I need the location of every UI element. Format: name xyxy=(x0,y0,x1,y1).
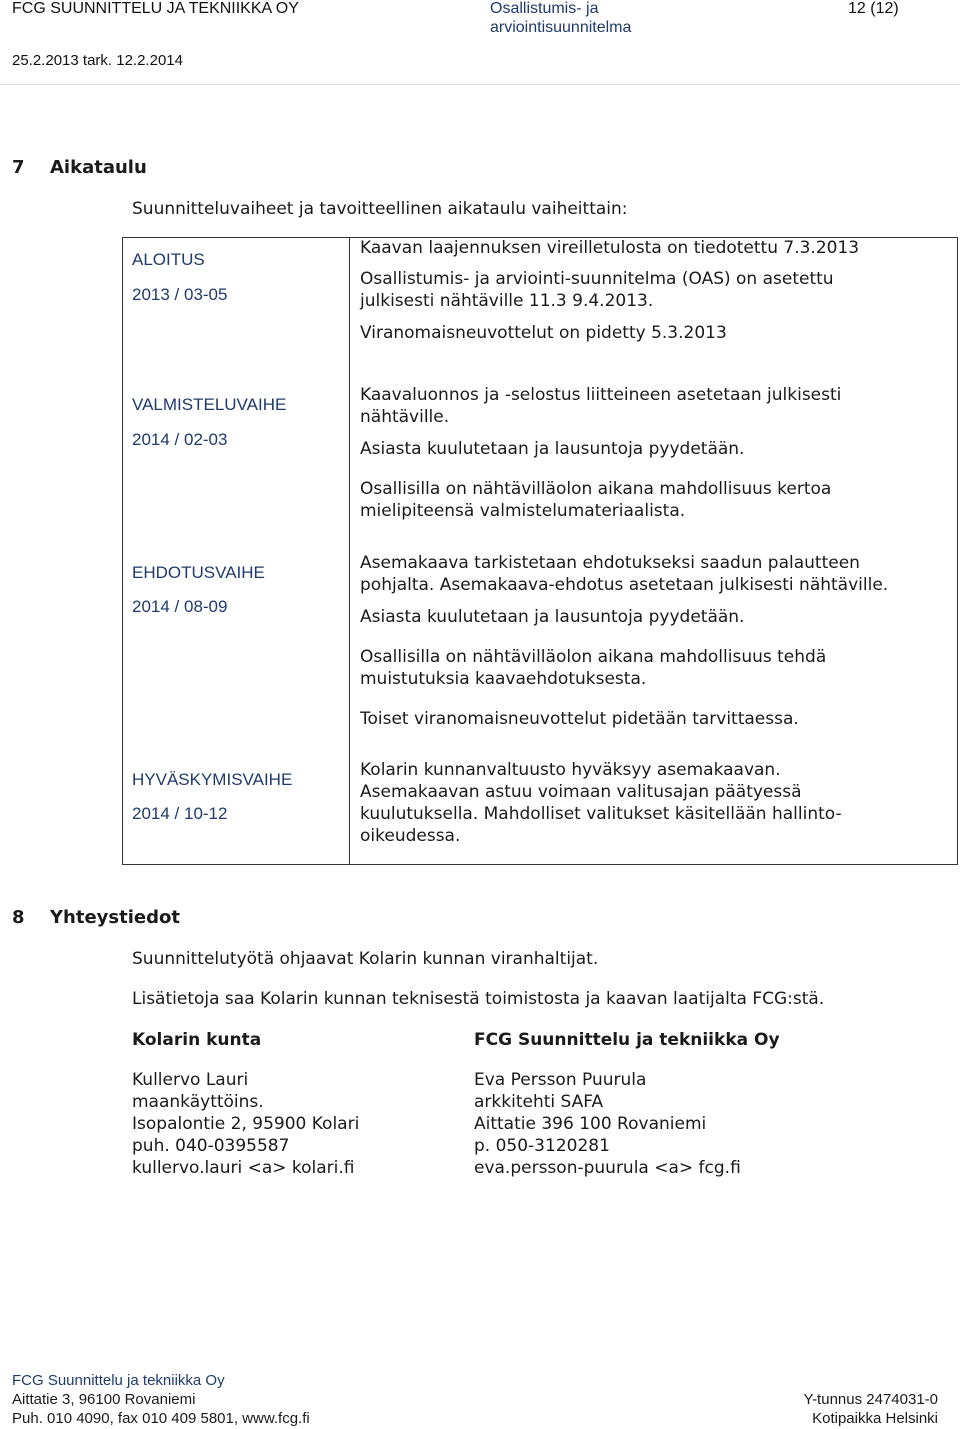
contact-line: arkkitehti SAFA xyxy=(474,1092,604,1112)
desc-line: Osallistumis- ja arviointi-suunnitelma (OAS) on asetettu xyxy=(360,269,834,289)
contact-fcg xyxy=(474,1029,780,1179)
phase-hyvaksymis-name: HYVÄSKYMISVAIHE xyxy=(132,770,293,789)
phase-ehdotus-description xyxy=(360,552,950,730)
contact-line: p. 050-3120281 xyxy=(474,1136,610,1156)
desc-line: nähtäville. xyxy=(360,407,450,427)
desc-line: Viranomaisneuvottelut on pidetty 5.3.2013 xyxy=(360,323,727,343)
desc-line: Osallisilla on nähtävilläolon aikana mahdollisuus kertoa xyxy=(360,479,832,499)
section7-title: Aikataulu xyxy=(50,157,147,178)
desc-line: Asemakaavan astuu voimaan valitusajan päätyessä xyxy=(360,782,802,802)
contact-line: Eva Persson Puurula xyxy=(474,1070,647,1090)
desc-line: muistutuksia kaavaehdotuksesta. xyxy=(360,669,647,689)
desc-line: pohjalta. Asemakaava-ehdotus asetetaan julkisesti nähtäville. xyxy=(360,575,889,595)
desc-line: Asiasta kuulutetaan ja lausuntoja pyydetään. xyxy=(360,607,745,627)
footer-kotipaikka: Kotipaikka Helsinki xyxy=(812,1410,938,1427)
phase-aloitus-description xyxy=(360,237,950,344)
desc-line: kuulutuksella. Mahdolliset valitukset käsitellään hallinto- xyxy=(360,804,842,824)
contact-kolari xyxy=(132,1029,359,1179)
contact-line: Kullervo Lauri xyxy=(132,1070,249,1090)
section8-paragraph-1: Suunnittelutyötä ohjaavat Kolarin kunnan viranhaltijat. xyxy=(132,949,599,969)
section8-title: Yhteystiedot xyxy=(50,907,180,928)
header-org: FCG SUUNNITTELU JA TEKNIIKKA OY xyxy=(12,0,299,17)
contact-line: eva.persson-puurula <a> fcg.fi xyxy=(474,1158,741,1178)
header-doc-title-1: Osallistumis- ja xyxy=(490,0,599,17)
contact-line: Aittatie 396 100 Rovaniemi xyxy=(474,1114,707,1134)
section7-number: 7 xyxy=(12,157,25,178)
header-page: 12 (12) xyxy=(848,0,899,17)
phase-valmistelu-description xyxy=(360,384,950,522)
phase-valmistelu-name: VALMISTELUVAIHE xyxy=(132,395,287,414)
contact-org: Kolarin kunta xyxy=(132,1030,262,1050)
desc-line: mielipiteensä valmistelumateriaalista. xyxy=(360,501,686,521)
footer-phone: Puh. 010 4090, fax 010 409 5801, www.fcg.fi xyxy=(12,1410,310,1427)
desc-line: Asemakaava tarkistetaan ehdotukseksi saadun palautteen xyxy=(360,553,860,573)
contact-line: puh. 040-0395587 xyxy=(132,1136,290,1156)
section7-intro: Suunnitteluvaiheet ja tavoitteellinen aikataulu vaiheittain: xyxy=(132,199,628,219)
phase-aloitus-time: 2013 / 03-05 xyxy=(132,285,228,304)
contact-org: FCG Suunnittelu ja tekniikka Oy xyxy=(474,1030,780,1050)
phase-hyvaksymis-time: 2014 / 10-12 xyxy=(132,804,228,823)
footer-address: Aittatie 3, 96100 Rovaniemi xyxy=(12,1391,196,1408)
table-column-divider xyxy=(349,237,350,865)
desc-line: oikeudessa. xyxy=(360,826,461,846)
desc-line: Asiasta kuulutetaan ja lausuntoja pyydetään. xyxy=(360,439,745,459)
footer-company: FCG Suunnittelu ja tekniikka Oy xyxy=(12,1372,225,1389)
contact-line: kullervo.lauri <a> kolari.fi xyxy=(132,1158,355,1178)
header-date: 25.2.2013 tark. 12.2.2014 xyxy=(12,52,183,69)
phase-aloitus-name: ALOITUS xyxy=(132,250,205,269)
phase-valmistelu-time: 2014 / 02-03 xyxy=(132,430,228,449)
phase-ehdotus-time: 2014 / 08-09 xyxy=(132,597,228,616)
desc-line: Toiset viranomaisneuvottelut pidetään tarvittaessa. xyxy=(360,709,799,729)
contact-line: maankäyttöins. xyxy=(132,1092,264,1112)
footer-ytunnus: Y-tunnus 2474031-0 xyxy=(803,1391,938,1408)
desc-line: julkisesti nähtäville 11.3 9.4.2013. xyxy=(360,291,654,311)
phase-hyvaksymis-description xyxy=(360,759,950,847)
header-doc-title-2: arviointisuunnitelma xyxy=(490,19,632,36)
desc-line: Kolarin kunnanvaltuusto hyväksyy asemakaavan. xyxy=(360,760,781,780)
header-divider xyxy=(0,84,960,85)
section8-number: 8 xyxy=(12,907,25,928)
contact-line: Isopalontie 2, 95900 Kolari xyxy=(132,1114,360,1134)
desc-line: Kaavan laajennuksen vireilletulosta on tiedotettu 7.3.2013 xyxy=(360,238,860,258)
desc-line: Osallisilla on nähtävilläolon aikana mahdollisuus tehdä xyxy=(360,647,827,667)
phase-ehdotus-name: EHDOTUSVAIHE xyxy=(132,563,265,582)
desc-line: Kaavaluonnos ja -selostus liitteineen asetetaan julkisesti xyxy=(360,385,842,405)
section8-paragraph-2: Lisätietoja saa Kolarin kunnan teknisestä toimistosta ja kaavan laatijalta FCG:stä. xyxy=(132,989,825,1009)
